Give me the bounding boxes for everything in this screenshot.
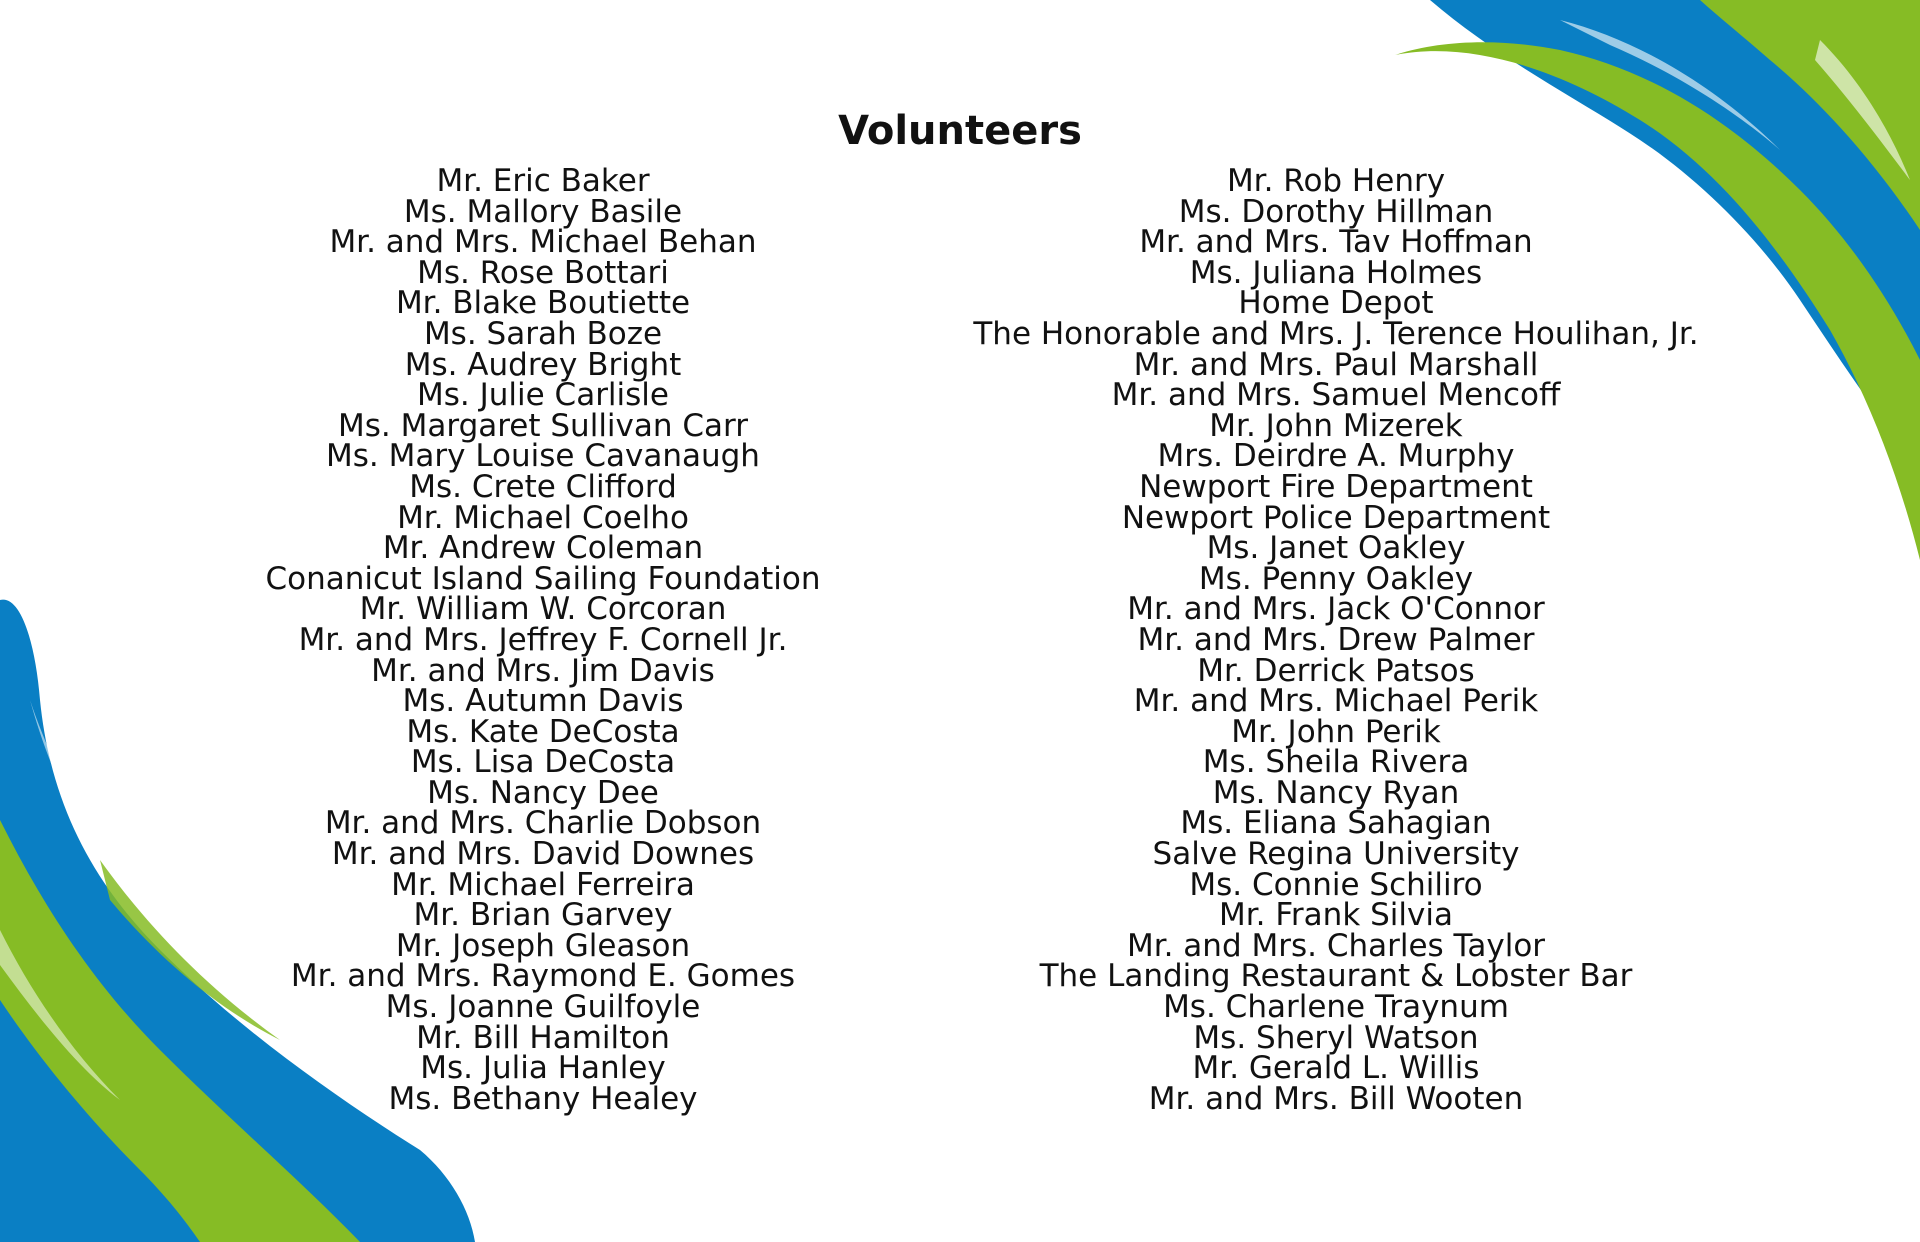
list-item: Mr. Michael Ferreira bbox=[391, 866, 695, 903]
list-item: Mr. Frank Silvia bbox=[1219, 897, 1453, 934]
volunteer-list-left bbox=[243, 163, 843, 1117]
list-item: Mr. John Perik bbox=[1231, 713, 1441, 750]
list-item: Mr. and Mrs. Jim Davis bbox=[371, 652, 715, 689]
volunteer-list-right bbox=[936, 163, 1736, 1117]
list-item: Ms. Lisa DeCosta bbox=[410, 744, 676, 781]
list-item: Mr. and Mrs. Charles Taylor bbox=[1126, 927, 1546, 964]
list-item: Mr. John Mizerek bbox=[1209, 407, 1463, 444]
list-item: Mr. Andrew Coleman bbox=[382, 530, 704, 567]
list-item: Mr. and Mrs. Raymond E. Gomes bbox=[290, 958, 796, 995]
list-item: Mr. Blake Boutiette bbox=[395, 285, 691, 322]
list-item: Mr. and Mrs. Paul Marshall bbox=[1133, 346, 1539, 383]
list-item: Mr. Michael Coelho bbox=[397, 499, 689, 536]
list-item: Salve Regina University bbox=[1152, 836, 1520, 873]
list-item: Ms. Nancy Ryan bbox=[1212, 774, 1460, 811]
list-item: Mr. Eric Baker bbox=[436, 163, 650, 199]
list-item: The Landing Restaurant & Lobster Bar bbox=[1039, 958, 1633, 995]
list-item: Ms. Crete Clifford bbox=[409, 468, 677, 505]
list-item: Mr. and Mrs. Samuel Mencoff bbox=[1111, 377, 1561, 414]
list-item: Ms. Dorothy Hillman bbox=[1178, 193, 1494, 230]
list-item: Ms. Juliana Holmes bbox=[1189, 254, 1483, 291]
list-item: Ms. Kate DeCosta bbox=[406, 713, 680, 750]
list-item: Ms. Mallory Basile bbox=[403, 193, 683, 230]
list-item: Mr. Rob Henry bbox=[1226, 163, 1446, 199]
list-item: Mr. and Mrs. Drew Palmer bbox=[1137, 621, 1535, 658]
list-item: Ms. Julie Carlisle bbox=[417, 377, 669, 414]
list-item: Ms. Bethany Healey bbox=[388, 1080, 698, 1117]
list-item: Mr. and Mrs. Tav Hoffman bbox=[1139, 224, 1533, 261]
list-item: Ms. Audrey Bright bbox=[404, 346, 682, 383]
list-item: The Honorable and Mrs. J. Terence Houlihan, Jr. bbox=[973, 315, 1699, 352]
list-item: Home Depot bbox=[1238, 285, 1434, 322]
list-item: Ms. Sarah Boze bbox=[423, 315, 663, 352]
list-item: Mr. Derrick Patsos bbox=[1197, 652, 1475, 689]
list-item: Mr. and Mrs. David Downes bbox=[331, 836, 755, 873]
list-item: Ms. Connie Schiliro bbox=[1189, 866, 1483, 903]
list-item: Ms. Rose Bottari bbox=[417, 254, 669, 291]
list-item: Mr. and Mrs. Jeffrey F. Cornell Jr. bbox=[298, 621, 788, 658]
list-item: Mr. Brian Garvey bbox=[413, 897, 673, 934]
list-item: Mr. and Mrs. Charlie Dobson bbox=[324, 805, 762, 842]
list-item: Ms. Mary Louise Cavanaugh bbox=[326, 438, 760, 475]
list-item: Ms. Eliana Sahagian bbox=[1180, 805, 1492, 842]
list-item: Ms. Julia Hanley bbox=[420, 1050, 666, 1087]
list-item: Ms. Charlene Traynum bbox=[1163, 989, 1509, 1026]
list-item: Conanicut Island Sailing Foundation bbox=[265, 560, 821, 597]
list-item: Newport Police Department bbox=[1121, 499, 1551, 536]
list-item: Mr. William W. Corcoran bbox=[359, 591, 727, 628]
list-item: Mr. and Mrs. Bill Wooten bbox=[1148, 1080, 1524, 1117]
list-item: Ms. Nancy Dee bbox=[427, 774, 659, 811]
list-item: Mr. Gerald L. Willis bbox=[1192, 1050, 1480, 1087]
page-title: Volunteers bbox=[838, 108, 1082, 154]
list-item: Mr. and Mrs. Michael Perik bbox=[1133, 683, 1539, 720]
list-item: Mr. Bill Hamilton bbox=[416, 1019, 670, 1056]
list-item: Ms. Penny Oakley bbox=[1198, 560, 1474, 597]
list-item: Mrs. Deirdre A. Murphy bbox=[1157, 438, 1515, 475]
list-item: Mr. Joseph Gleason bbox=[395, 927, 691, 964]
list-item: Ms. Sheryl Watson bbox=[1193, 1019, 1479, 1056]
list-item: Mr. and Mrs. Michael Behan bbox=[329, 224, 757, 261]
list-item: Ms. Joanne Guilfoyle bbox=[385, 989, 701, 1026]
list-item: Ms. Janet Oakley bbox=[1206, 530, 1466, 567]
list-item: Ms. Autumn Davis bbox=[402, 683, 684, 720]
list-item: Mr. and Mrs. Jack O'Connor bbox=[1127, 591, 1545, 628]
list-item: Ms. Sheila Rivera bbox=[1202, 744, 1470, 781]
list-item: Ms. Margaret Sullivan Carr bbox=[338, 407, 748, 444]
list-item: Newport Fire Department bbox=[1139, 468, 1533, 505]
